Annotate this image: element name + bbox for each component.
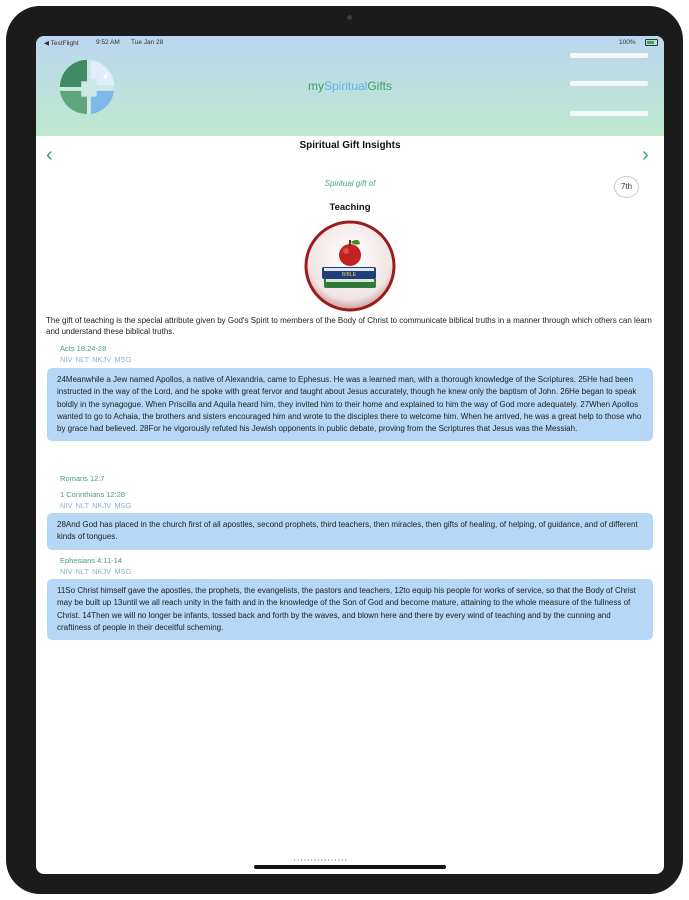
app-header — [36, 36, 664, 136]
previous-chevron-icon[interactable]: ‹ — [46, 144, 53, 166]
version-nkjv[interactable]: NKJV — [92, 355, 112, 364]
scripture-reference[interactable]: Ephesians 4:11-14 — [60, 556, 122, 565]
camera — [347, 15, 352, 20]
app-title: mySpiritualGifts — [307, 79, 393, 93]
status-date: Tue Jan 28 — [131, 39, 164, 46]
scripture-text: 11So Christ himself gave the apostles, the prophets, the evangelists, the pastors and teachers, 12to equip his people for works of service, so that the Body of Christ may be built up 13until we all reach unity in the faith and in the knowledge of the Son of God and become mature, attaining to the whole measure of the fullness of Christ. 14Then we will no longer be infants, tossed back and forth by the waves, and blown here and there by every wind of teaching and by the cunning and craftiness of people in their deceitful scheming. — [47, 579, 653, 640]
status-bar — [36, 36, 664, 50]
version-msg[interactable]: MSG — [114, 355, 132, 364]
page-title: Spiritual Gift Insights — [299, 140, 401, 151]
rank-badge: 7th — [614, 176, 639, 198]
battery-icon — [645, 39, 658, 46]
bible-label: BIBLE — [341, 272, 357, 278]
screen — [36, 36, 664, 874]
version-nkjv[interactable]: NKJV — [92, 501, 112, 510]
device-frame — [6, 6, 683, 894]
version-nlt[interactable]: NLT — [75, 567, 90, 576]
gift-name: Teaching — [329, 202, 371, 213]
version-links — [60, 567, 134, 576]
version-nkjv[interactable]: NKJV — [92, 567, 112, 576]
menu-line-icon — [570, 53, 648, 58]
version-niv[interactable]: NIV — [60, 567, 73, 576]
gift-description: The gift of teaching is the special attribute given by God's Spirit to members of the Body of Christ to communicate biblical truths in a manner through which others can learn and understand these biblical truths. — [46, 316, 652, 336]
scripture-reference[interactable]: Acts 18:24-28 — [60, 344, 107, 353]
version-nlt[interactable]: NLT — [75, 355, 90, 364]
version-niv[interactable]: NIV — [60, 355, 73, 364]
scripture-reference[interactable]: Romans 12:7 — [60, 474, 105, 483]
status-battery-text: 100% — [619, 39, 636, 46]
title-bar — [36, 136, 664, 170]
page-indicator: •••••••••••••••• — [294, 857, 349, 862]
home-indicator[interactable] — [254, 865, 446, 869]
version-niv[interactable]: NIV — [60, 501, 73, 510]
version-links — [60, 355, 134, 364]
menu-line-icon — [570, 81, 648, 86]
status-time: 9:52 AM — [96, 39, 120, 46]
version-msg[interactable]: MSG — [114, 567, 132, 576]
scripture-reference[interactable]: 1 Corinthians 12:28 — [60, 490, 126, 499]
version-links — [60, 501, 134, 510]
scripture-text: 28And God has placed in the church first of all apostles, second prophets, third teachers, then miracles, then gifts of healing, of helping, of guidance, and of different kinds of tongues. — [47, 513, 653, 550]
next-chevron-icon[interactable]: › — [642, 144, 649, 166]
version-msg[interactable]: MSG — [114, 501, 132, 510]
gift-subtitle: Spiritual gift of — [324, 179, 376, 188]
teaching-apple-books-icon — [304, 220, 396, 312]
version-nlt[interactable]: NLT — [75, 501, 90, 510]
scripture-text: 24Meanwhile a Jew named Apollos, a native of Alexandria, came to Ephesus. He was a learned man, with a thorough knowledge of the Scriptures. 25He had been instructed in the way of the Lord, and he spoke with great fervor and taught about Jesus accurately, though he knew only the baptism of John. 26He began to speak boldly in the synagogue. When Priscilla and Aquila heard him, they invited him to their home and explained to him the way of God more adequately. 27When Apollos wanted to go to Achaia, the brothers and sisters encouraged him and wrote to the disciples there to welcome him. When he arrived, he was a great help to those who by grace had believed. 28For he vigorously refuted his Jewish opponents in public debate, proving from the Scriptures that Jesus was the Messiah. — [47, 368, 653, 441]
status-carrier[interactable]: ◀ TestFlight — [44, 40, 79, 47]
menu-line-icon — [570, 111, 648, 116]
